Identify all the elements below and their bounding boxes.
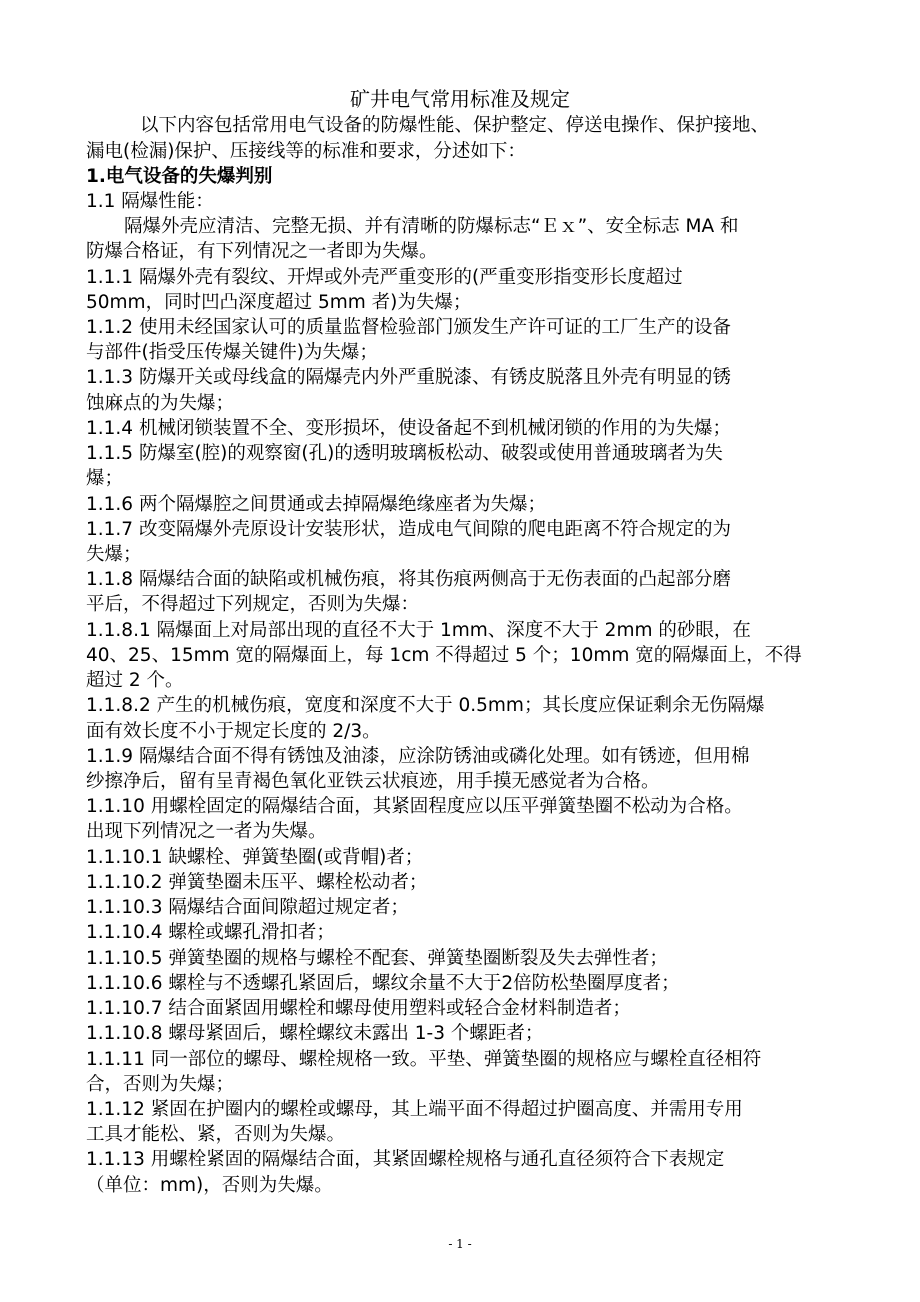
- page-title: 矿井电气常用标准及规定: [350, 87, 570, 111]
- page-number: - 1 -: [448, 1237, 472, 1251]
- paragraph-line: 1.1.10.4 螺栓或螺孔滑扣者；: [86, 922, 335, 943]
- paragraph-line: 1.1.8.1 隔爆面上对局部出现的直径不大于 1mm、深度不大于 2mm 的砂眼，在: [86, 620, 751, 641]
- paragraph-line: 1.1.8 隔爆结合面的缺陷或机械伤痕，将其伤痕两侧高于无伤表面的凸起部分磨: [86, 569, 731, 590]
- paragraph-line: 1.1.11 同一部位的螺母、螺栓规格一致。平垫、弹簧垫圈的规格应与螺栓直径相符: [86, 1049, 762, 1070]
- paragraph-line: 1.1.2 使用未经国家认可的质量监督检验部门颁发生产许可证的工厂生产的设备: [86, 317, 731, 338]
- paragraph-line: 防爆合格证，有下列情况之一者即为失爆。: [86, 241, 438, 262]
- paragraph-line: 以下内容包括常用电气设备的防爆性能、保护整定、停送电操作、保护接地、: [140, 115, 770, 136]
- paragraph-line: 蚀麻点的为失爆；: [86, 393, 235, 414]
- paragraph-line: 合，否则为失爆；: [86, 1074, 235, 1095]
- paragraph-line: 1.1.8.2 产生的机械伤痕，宽度和深度不大于 0.5mm；其长度应保证剩余无伤隔爆: [86, 695, 765, 716]
- paragraph-line: 1.1.5 防爆室(腔)的观察窗(孔)的透明玻璃板松动、破裂或使用普通玻璃者为失: [86, 443, 723, 464]
- paragraph-line: 1.1.3 防爆开关或母线盒的隔爆壳内外严重脱漆、有锈皮脱落且外壳有明显的锈: [86, 367, 731, 388]
- paragraph-line: 隔爆外壳应清洁、完整无损、并有清晰的防爆标志“Ｅｘ”、安全标志 MA 和: [124, 216, 739, 237]
- paragraph-line: 与部件(指受压传爆关键件)为失爆；: [86, 342, 378, 363]
- paragraph-line: 1.1.10.7 结合面紧固用螺栓和螺母使用塑料或轻合金材料制造者；: [86, 998, 631, 1019]
- paragraph-line: 1.1.12 紧固在护圈内的螺栓或螺母，其上端平面不得超过护圈高度、并需用专用: [86, 1099, 743, 1120]
- paragraph-line: 1.1.6 两个隔爆腔之间贯通或去掉隔爆绝缘座者为失爆；: [86, 494, 546, 515]
- paragraph-line: 1.1.10 用螺栓固定的隔爆结合面，其紧固程度应以压平弹簧垫圈不松动为合格。: [86, 796, 743, 817]
- paragraph-line: 爆；: [86, 468, 124, 489]
- paragraph-line: 1.1.13 用螺栓紧固的隔爆结合面，其紧固螺栓规格与通孔直径须符合下表规定: [86, 1149, 725, 1170]
- paragraph-line: 1.1.10.8 螺母紧固后，螺栓螺纹未露出 1-3 个螺距者；: [86, 1023, 544, 1044]
- paragraph-line: 1.1.10.3 隔爆结合面间隙超过规定者；: [86, 897, 409, 918]
- paragraph-line: 1.1.7 改变隔爆外壳原设计安装形状，造成电气间隙的爬电距离不符合规定的为: [86, 519, 731, 540]
- paragraph-line: 出现下列情况之一者为失爆。: [86, 821, 327, 842]
- paragraph-line: 漏电(检漏)保护、压接线等的标准和要求，分述如下：: [86, 141, 526, 162]
- paragraph-line: 1.1.1 隔爆外壳有裂纹、开焊或外壳严重变形的(严重变形指变形长度超过: [86, 267, 683, 288]
- paragraph-line: 1.1.10.6 螺栓与不透螺孔紧固后，螺纹余量不大于2倍防松垫圈厚度者；: [86, 973, 680, 994]
- paragraph-line: 平后，不得超过下列规定，否则为失爆：: [86, 594, 420, 615]
- paragraph-line: 50mm，同时凹凸深度超过 5mm 者)为失爆；: [86, 292, 472, 313]
- paragraph-line: 1.1.9 隔爆结合面不得有锈蚀及油漆，应涂防锈油或磷化处理。如有锈迹，但用棉: [86, 746, 750, 767]
- paragraph-line: 1.1.10.2 弹簧垫圈未压平、螺栓松动者；: [86, 872, 428, 893]
- paragraph-line: 纱擦净后，留有呈青褐色氧化亚铁云状痕迹，用手摸无感觉者为合格。: [86, 771, 660, 792]
- paragraph-line: 1.1.10.5 弹簧垫圈的规格与螺栓不配套、弹簧垫圈断裂及失去弹性者；: [86, 948, 668, 969]
- paragraph-line: 40、25、15mm 宽的隔爆面上，每 1cm 不得超过 5 个；10mm 宽的隔爆面上，不得: [86, 645, 802, 666]
- section-heading: 1.电气设备的失爆判别: [86, 166, 273, 187]
- paragraph-line: 失爆；: [86, 544, 142, 565]
- subsection-heading: 1.1 隔爆性能：: [86, 191, 214, 212]
- paragraph-line: 1.1.10.1 缺螺栓、弹簧垫圈(或背帽)者；: [86, 847, 424, 868]
- paragraph-line: 面有效长度不小于规定长度的 2/3。: [86, 721, 381, 742]
- paragraph-line: 1.1.4 机械闭锁装置不全、变形损坏，使设备起不到机械闭锁的作用的为失爆；: [86, 418, 731, 439]
- paragraph-line: 超过 2 个。: [86, 670, 184, 691]
- paragraph-line: （单位：mm)，否则为失爆。: [86, 1175, 333, 1196]
- paragraph-line: 工具才能松、紧，否则为失爆。: [86, 1124, 346, 1145]
